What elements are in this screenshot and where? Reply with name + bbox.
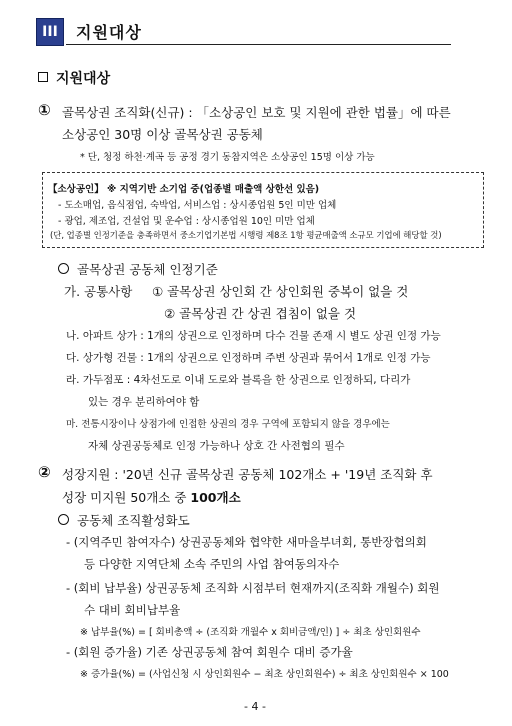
subheading — [38, 68, 110, 88]
item2-subtitle-text: 공동체 조직활성화도 — [77, 513, 190, 528]
page-number: - 4 - — [244, 700, 266, 713]
criteria-ra-1: 라. 가두점포 : 4차선도로 이내 도로와 블록을 한 상권으로 인정하되, 다리가 — [66, 374, 411, 386]
criteria-da: 다. 상가형 건물 : 1개의 상권으로 인정하며 주변 상권과 묶어서 1개로 인정 가능 — [66, 352, 431, 364]
section-number-badge: III — [36, 18, 64, 46]
item2-formula2: ※ 증가율(%) = (사업신청 시 상인회원수 − 최초 상인회원수) ÷ 최초 상인회원수 × 100 — [80, 669, 449, 680]
item2-detail2-a: - (회비 납부율) 상권공동체 조직화 시점부터 현재까지(조직화 개월수) 회원 — [66, 581, 440, 595]
item2-detail2-b: 수 대비 회비납부율 — [84, 603, 181, 617]
box-line3: (단, 업종별 인정기준을 충족하면서 중소기업기본법 시행령 제8조 1항 평균매출액 소규모 기업에 해당할 것) — [50, 230, 442, 240]
criteria-na: 나. 아파트 상가 : 1개의 상권으로 인정하며 다수 건물 존재 시 별도 상권 인정 가능 — [66, 330, 441, 342]
item1-number: ① — [38, 101, 51, 119]
circle-bullet-icon — [58, 263, 69, 274]
criteria-title-text: 골목상권 공동체 인정기준 — [77, 262, 218, 277]
item1-line2: 소상공인 30명 이상 골목상권 공동체 — [62, 127, 263, 142]
box-title-rest: ※ 지역기반 소기업 중(업종별 매출액 상한선 있음) — [103, 184, 320, 195]
item2-line2-text: 성장 미지원 50개소 중 — [62, 490, 191, 505]
criteria-ma-1: 마. 전통시장이나 상점가에 인접한 상권의 경우 구역에 포함되지 않을 경우에는 — [66, 419, 390, 430]
item1-line1: 골목상권 조직화(신규) : 「소상공인 보호 및 지원에 관한 법률」에 따른 — [62, 105, 451, 120]
item2-line2-bold: 100개소 — [190, 490, 241, 505]
box-title-label: 【소상공인】 — [48, 184, 104, 195]
circle-bullet-icon — [58, 514, 69, 525]
box-title — [48, 181, 319, 195]
item2-detail3: - (회원 증가율) 기존 상권공동체 참여 회원수 대비 증가율 — [66, 645, 353, 659]
criteria-ga-label: 가. 공통사항 — [64, 284, 133, 299]
item1-note: * 단, 청정 하천·계곡 등 공정 경기 동참지역은 소상공인 15명 이상 가능 — [80, 152, 375, 163]
square-bullet-icon — [38, 72, 48, 82]
item2-line1: 성장지원 : '20년 신규 골목상권 공동체 102개소 + '19년 조직화 후 — [62, 467, 433, 482]
box-line1: - 도소매업, 음식점업, 숙박업, 서비스업 : 상시종업원 5인 미만 업체 — [58, 200, 337, 211]
criteria-ga-2: ② 골목상권 간 상권 겹침이 없을 것 — [164, 306, 357, 321]
box-line2: - 광업, 제조업, 건설업 및 운수업 : 상시종업원 10인 미만 업체 — [58, 216, 315, 227]
item2-subtitle — [58, 511, 190, 529]
item2-detail1-a: - (지역주민 참여자수) 상권공동체와 협약한 새마을부녀회, 통반장협의회 — [66, 535, 427, 549]
section-title: 지원대상 — [76, 23, 142, 42]
item2-number: ② — [38, 463, 51, 481]
criteria-ra-2: 있는 경우 분리하여야 함 — [88, 396, 200, 408]
criteria-ma-2: 자체 상권공동체로 인정 가능하나 상호 간 사전협의 필수 — [88, 440, 345, 452]
criteria-title — [58, 260, 218, 278]
criteria-ga-1: ① 골목상권 상인회 간 상인회원 중복이 없을 것 — [152, 284, 409, 299]
subheading-text: 지원대상 — [56, 71, 111, 87]
item2-formula1: ※ 납부율(%) = [ 회비총액 ÷ (조직화 개월수 x 회비금액/인) ] ÷ 최초 상인회원수 — [80, 627, 421, 638]
item2-detail1-b: 등 다양한 지역단체 소속 주민의 사업 참여동의자수 — [84, 557, 340, 571]
item2-line2 — [62, 488, 241, 506]
section-title-underline — [66, 44, 451, 45]
